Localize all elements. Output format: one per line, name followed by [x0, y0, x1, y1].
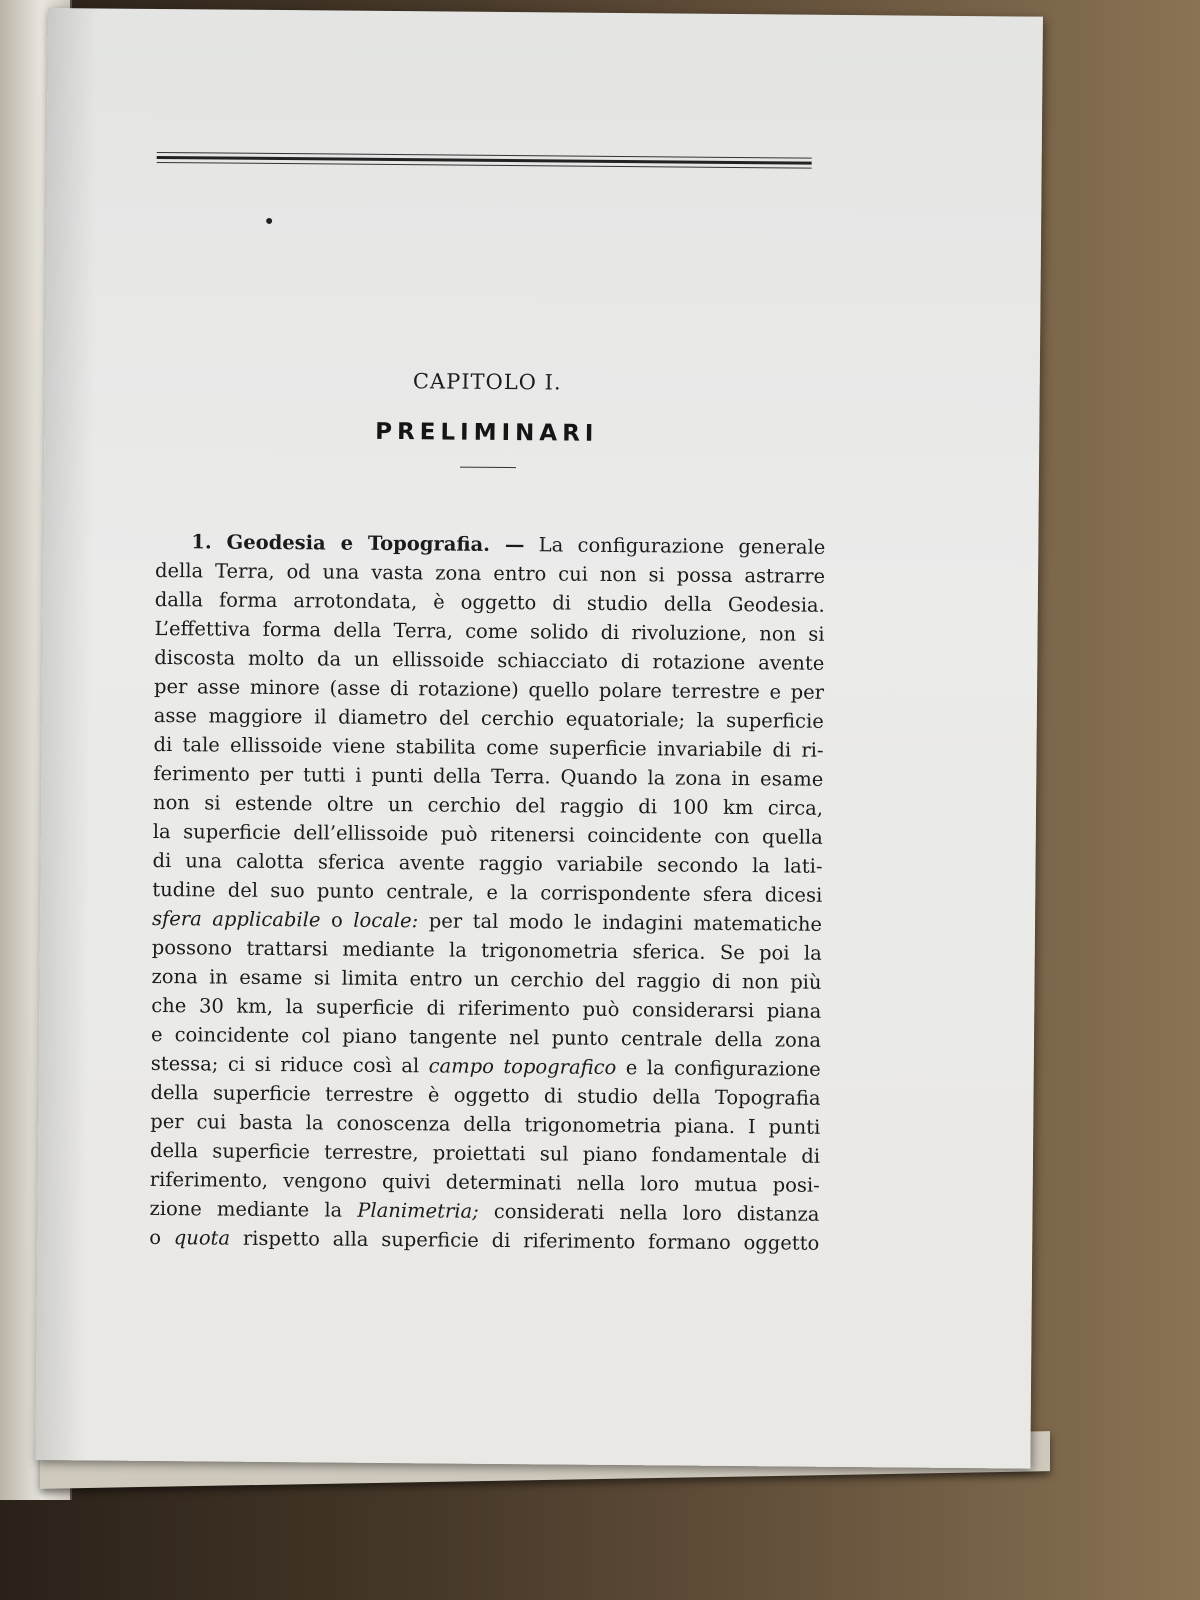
ink-dot [266, 218, 272, 224]
text-line: possono trattarsi mediante la trigonometria sferica. Se poi la [151, 935, 822, 965]
text-line: ferimento per tutti i punti della Terra. Quando la zona in esame [153, 761, 824, 791]
text-line: per cui basta la conoscenza della trigonometria piana. I punti [150, 1109, 821, 1139]
text-line: di tale ellissoide viene stabilita come superficie invariabile di ri- [153, 732, 824, 762]
text-line: della superficie terrestre, proiettati sul piano fondamentale di [149, 1138, 821, 1168]
section-title: PRELIMINARI [375, 418, 599, 447]
italic-term: sfera applicabile [151, 906, 321, 932]
title-divider [460, 467, 516, 468]
text-line: discosta molto da un ellissoide schiacciato di rotazione avente [154, 645, 825, 675]
text-line: asse maggiore il diametro del cerchio equatoriale; la superficie [153, 703, 824, 733]
chapter-label: CAPITOLO I. [412, 369, 562, 395]
text-line: non si estende oltre un cerchio del raggio di 100 km circa, [152, 790, 824, 820]
italic-term: locale: [353, 908, 419, 933]
paragraph-heading: 1. Geodesia e Topografia. — [191, 530, 525, 557]
book-page [35, 8, 1043, 1469]
text-line: dalla forma arrotondata, è oggetto di studio della Geodesia. [154, 587, 825, 617]
text-line: L’effettiva forma della Terra, come solido di rivoluzione, non si [154, 616, 825, 646]
header-rule [157, 152, 812, 169]
italic-term: campo topografico [428, 1054, 617, 1079]
italic-term: quota [173, 1226, 231, 1250]
text-line: della Terra, od una vasta zona entro cui non si possa astrarre [154, 558, 826, 588]
text-line: di una calotta sferica avente raggio variabile secondo la lati- [152, 848, 823, 878]
text-line: riferimento, vengono quivi determinati nella loro mutua posi- [149, 1167, 820, 1197]
text-line: zione mediante la Planimetria; considerati nella loro distanza [149, 1196, 820, 1226]
body-paragraph [149, 527, 825, 1258]
text-line: zona in esame si limita entro un cerchio del raggio di non più [151, 964, 822, 994]
text-line: della superficie terrestre è oggetto di studio della Topografia [150, 1080, 821, 1110]
text-line: e coincidente col piano tangente nel punto centrale della zona [150, 1022, 822, 1052]
text-line: o quota rispetto alla superficie di riferimento formano oggetto [149, 1225, 820, 1255]
text-line: 1. Geodesia e Topografia. — La configurazione generale [191, 530, 826, 559]
text-line: tudine del suo punto centrale, e la corrispondente sfera dicesi [152, 877, 823, 907]
text-line: per asse minore (asse di rotazione) quello polare terrestre e per [153, 674, 825, 704]
text-line: stessa; ci si riduce così al campo topografico e la configurazione [150, 1051, 821, 1081]
italic-term: Planimetria; [357, 1198, 479, 1223]
text-line: sfera applicabile o locale: per tal modo le indagini matematiche [151, 906, 823, 936]
text-line: che 30 km, la superficie di riferimento può considerarsi piana [151, 993, 822, 1023]
text-line: la superficie dell’ellissoide può ritenersi coincidente con quella [152, 819, 823, 849]
